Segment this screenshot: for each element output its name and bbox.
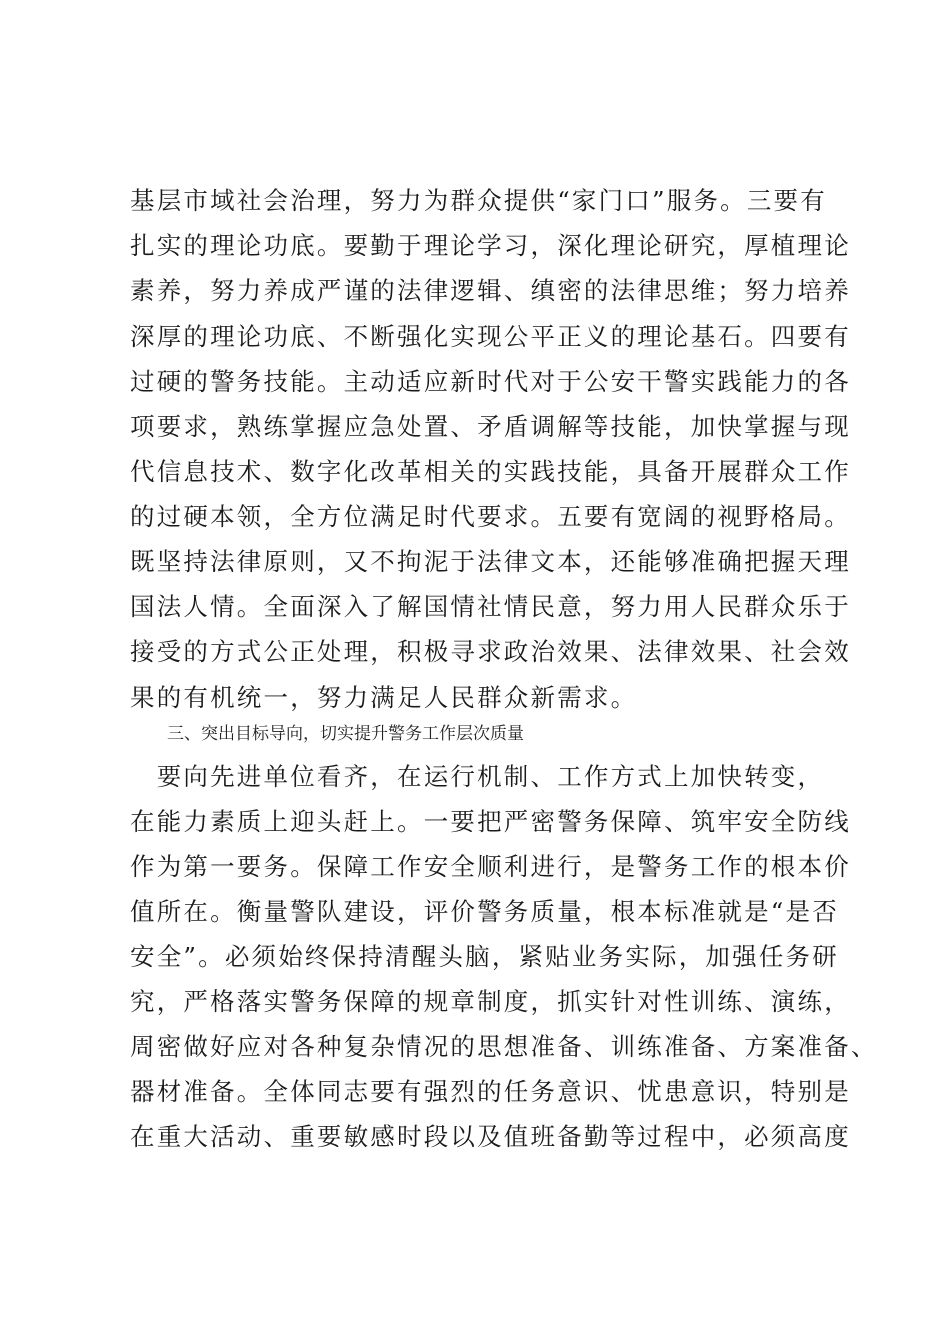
text-line: 素养，努力养成严谨的法律逻辑、缜密的法律思维；努力培养	[130, 276, 851, 305]
text-line: 过硬的警务技能。主动适应新时代对于公安干警实践能力的各	[130, 367, 851, 396]
text-line: 的过硬本领，全方位满足时代要求。五要有宽阔的视野格局。	[130, 502, 851, 531]
text-line: 要向先进单位看齐，在运行机制、工作方式上加快转变，	[130, 762, 825, 791]
text-line: 接受的方式公正处理，积极寻求政治效果、法律效果、社会效	[130, 637, 851, 666]
text-line: 项要求，熟练掌握应急处置、矛盾调解等技能，加快掌握与现	[130, 412, 851, 441]
text-line: 在重大活动、重要敏感时段以及值班备勤等过程中，必须高度	[130, 1122, 851, 1151]
text-line: 安全”。必须始终保持清醒头脑，紧贴业务实际，加强任务研	[130, 942, 839, 971]
text-line: 扎实的理论功底。要勤于理论学习，深化理论研究，厚植理论	[130, 231, 851, 260]
text-line: 在能力素质上迎头赶上。一要把严密警务保障、筑牢安全防线	[130, 807, 851, 836]
text-line: 深厚的理论功底、不断强化实现公平正义的理论基石。四要有	[130, 322, 851, 351]
text-line: 器材准备。全体同志要有强烈的任务意识、忧患意识，特别是	[130, 1077, 851, 1106]
text-line: 果的有机统一，努力满足人民群众新需求。	[130, 683, 638, 712]
text-line: 作为第一要务。保障工作安全顺利进行，是警务工作的根本价	[130, 852, 851, 881]
text-line: 代信息技术、数字化改革相关的实践技能，具备开展群众工作	[130, 457, 851, 486]
text-line: 究，严格落实警务保障的规章制度，抓实针对性训练、演练，	[130, 987, 851, 1016]
text-line: 既坚持法律原则，又不拘泥于法律文本，还能够准确把握天理	[130, 547, 851, 576]
text-line: 基层市域社会治理，努力为群众提供“家门口”服务。三要有	[130, 186, 827, 215]
text-line: 周密做好应对各种复杂情况的思想准备、训练准备、方案准备、	[130, 1032, 878, 1061]
text-line: 值所在。衡量警队建设，评价警务质量，根本标准就是“是否	[130, 897, 839, 926]
section-heading: 三、突出目标导向，切实提升警务工作层次质量	[167, 724, 524, 744]
text-line: 国法人情。全面深入了解国情社情民意，努力用人民群众乐于	[130, 592, 851, 621]
